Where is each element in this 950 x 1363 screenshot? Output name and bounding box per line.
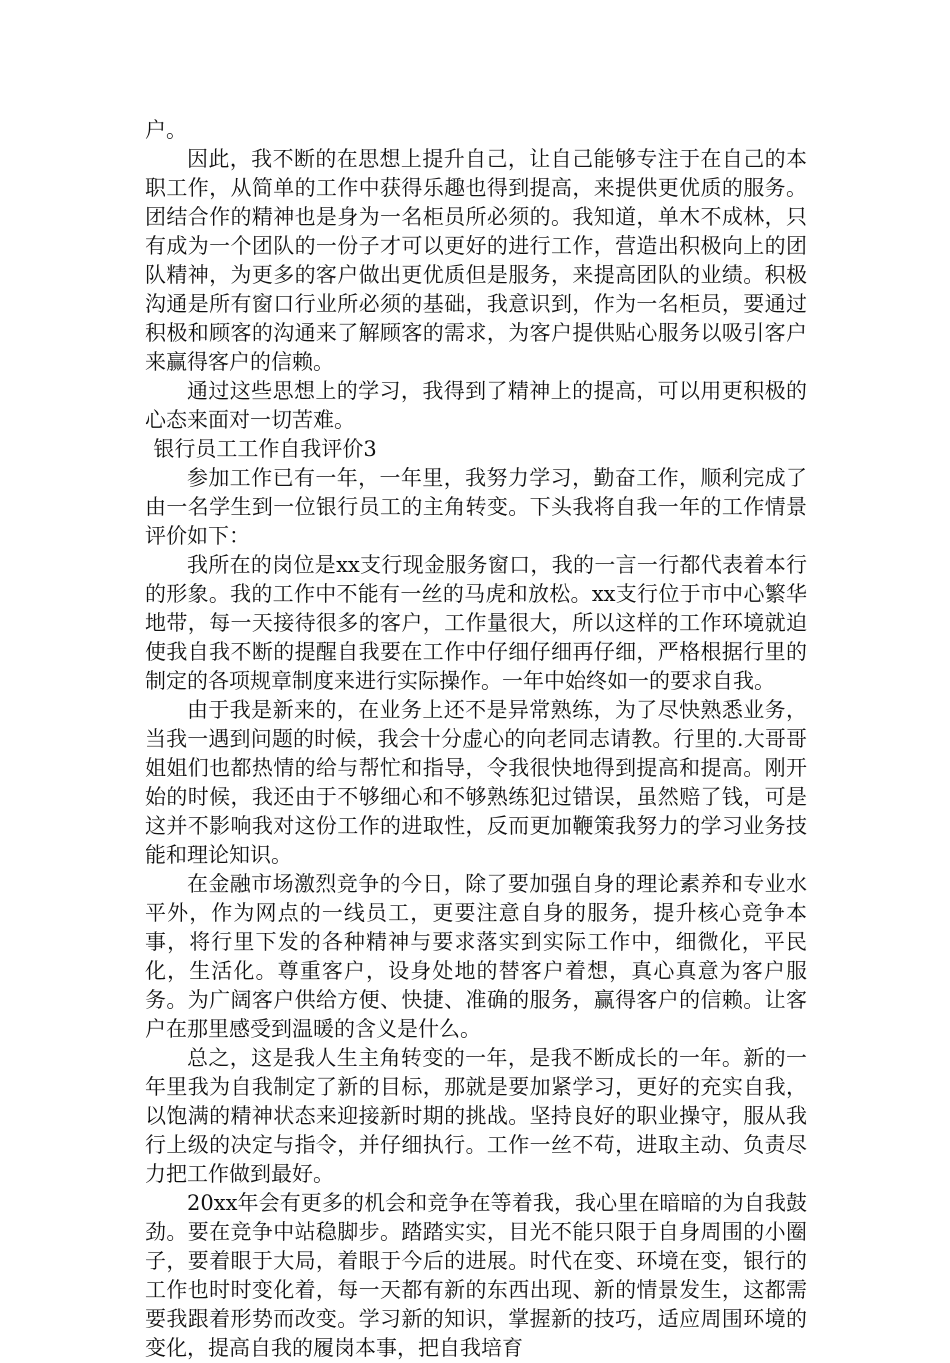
paragraph: 总之，这是我人生主角转变的一年，是我不断成长的一年。新的一年里我为自我制定了新的目标，那就是要加紧学习，更好的充实自我，以饱满的精神状态来迎接新时期的挑战。坚持良好的职业操守，服从我行上级的决定与指令，并仔细执行。工作一丝不苟，进取主动、负责尽力把工作做到最好。	[145, 1046, 807, 1186]
document-page	[145, 116, 807, 1363]
paragraph: 由于我是新来的，在业务上还不是异常熟练，为了尽快熟悉业务，当我一遇到问题的时候，我会十分虚心的向老同志请教。行里的.大哥哥姐姐们也都热情的给与帮忙和指导，令我很快地得到提高和提高。刚开始的时候，我还由于不够细心和不够熟练犯过错误，虽然赔了钱，可是这并不影响我对这份工作的进取性，反而更加鞭策我努力的学习业务技能和理论知识。	[145, 698, 807, 867]
paragraph: 在金融市场激烈竞争的今日，除了要加强自身的理论素养和专业水平外，作为网点的一线员工，更要注意自身的服务，提升核心竞争本事，将行里下发的各种精神与要求落实到实际工作中，细微化，平民化，生活化。尊重客户，设身处地的替客户着想，真心真意为客户服务。为广阔客户供给方便、快捷、准确的服务，赢得客户的信赖。让客户在那里感受到温暖的含义是什么。	[145, 872, 807, 1041]
paragraph: 通过这些思想上的学习，我得到了精神上的提高，可以用更积极的心态来面对一切苦难。	[145, 379, 807, 432]
section-heading: 银行员工工作自我评价3	[153, 437, 377, 461]
paragraph: 因此，我不断的在思想上提升自己，让自己能够专注于在自己的本职工作，从简单的工作中获得乐趣也得到提高，来提供更优质的服务。团结合作的精神也是身为一名柜员所必须的。我知道，单木不成林，只有成为一个团队的一份子才可以更好的进行工作，营造出积极向上的团队精神，为更多的客户做出更优质但是服务，来提高团队的业绩。积极沟通是所有窗口行业所必须的基础，我意识到，作为一名柜员，要通过积极和顾客的沟通来了解顾客的需求，为客户提供贴心服务以吸引客户来赢得客户的信赖。	[145, 147, 807, 374]
paragraph: 我所在的岗位是xx支行现金服务窗口，我的一言一行都代表着本行的形象。我的工作中不能有一丝的马虎和放松。xx支行位于市中心繁华地带，每一天接待很多的客户，工作量很大，所以这样的工作环境就迫使我自我不断的提醒自我要在工作中仔细仔细再仔细，严格根据行里的制定的各项规章制度来进行实际操作。一年中始终如一的要求自我。	[145, 553, 807, 693]
paragraph-continued: 户。	[145, 118, 187, 142]
paragraph: 参加工作已有一年，一年里，我努力学习，勤奋工作，顺利完成了由一名学生到一位银行员工的主角转变。下头我将自我一年的工作情景评价如下：	[145, 466, 807, 548]
paragraph: 20xx年会有更多的机会和竞争在等着我，我心里在暗暗的为自我鼓劲。要在竞争中站稳脚步。踏踏实实，目光不能只限于自身周围的小圈子，要着眼于大局，着眼于今后的进展。时代在变、环境在变，银行的工作也时时变化着，每一天都有新的东西出现、新的情景发生，这都需要我跟着形势而改变。学习新的知识，掌握新的技巧，适应周围环境的变化，提高自我的履岗本事，把自我培育	[145, 1191, 807, 1360]
